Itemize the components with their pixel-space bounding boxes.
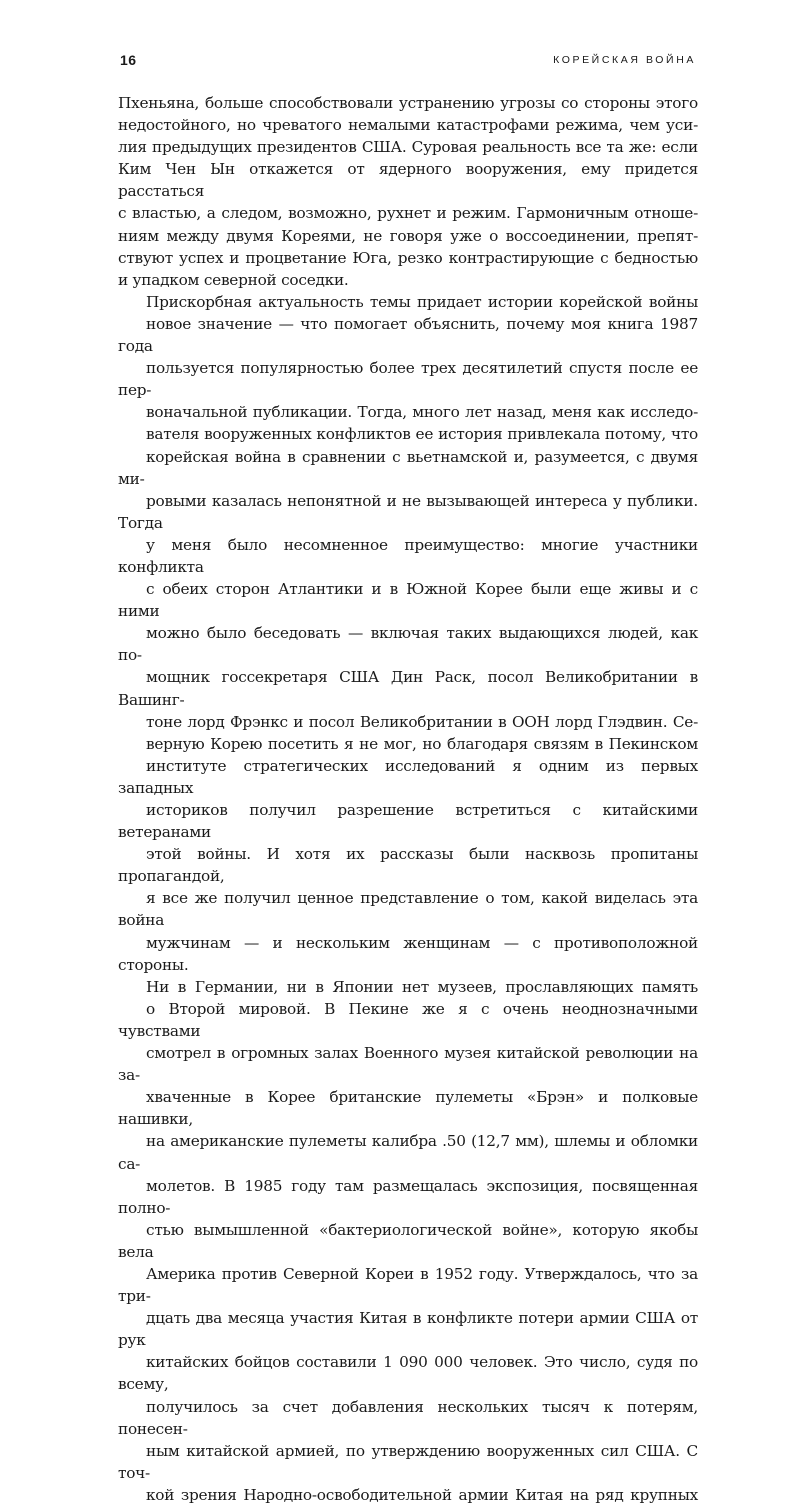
text-line: с властью, а следом, возможно, рухнет и режим. Гармоничным отноше- (118, 204, 698, 223)
text-line: дцать два месяца участия Китая в конфликте потери армии США от рук (118, 1309, 698, 1350)
text-line: историков получил разрешение встретиться с китайскими ветеранами (118, 801, 698, 842)
text-line: Ким Чен Ын откажется от ядерного вооружения, ему придется расстаться (118, 160, 698, 201)
text-line: верную Корею посетить я не мог, но благодаря связям в Пекинском (146, 734, 698, 753)
text-line: Ни в Германии, ни в Японии нет музеев, прославляющих память (146, 977, 698, 996)
text-line: новое значение — что помогает объяснить, почему моя книга 1987 года (118, 314, 698, 356)
text-line: ствуют успех и процветание Юга, резко контрастирующие с бедностью (118, 248, 698, 267)
running-head: КОРЕЙСКАЯ ВОЙНА (553, 54, 696, 66)
text-line: стью вымышленной «бактериологической войне», которую якобы вела (118, 1220, 698, 1261)
body-text (118, 92, 698, 1506)
text-line: этой войны. И хотя их рассказы были насквозь пропитаны пропагандой, (118, 845, 698, 886)
text-line: Прискорбная актуальность темы придает истории корейской войны (146, 292, 698, 311)
text-line: китайских бойцов составили 1 090 000 человек. Это число, судя по всему, (118, 1353, 698, 1394)
text-line: Пхеньяна, больше способствовали устранению угрозы со стороны этого (118, 94, 698, 112)
text-line: у меня было несомненное преимущество: многие участники конфликта (118, 535, 698, 576)
text-line: ровыми казалась непонятной и не вызывающей интереса у публики. Тогда (118, 491, 698, 532)
text-line: и упадком северной соседки. (118, 270, 349, 289)
text-line: пользуется популярностью более трех десятилетий спустя после ее пер- (118, 359, 698, 400)
text-line: корейская война в сравнении с вьетнамской и, разумеется, с двумя ми- (118, 447, 698, 488)
text-line: тоне лорд Фрэнкс и посол Великобритании в ООН лорд Глэдвин. Се- (146, 712, 698, 731)
text-line: с обеих сторон Атлантики и в Южной Корее были еще живы и с ними (118, 580, 698, 621)
paragraph-1 (118, 92, 698, 291)
text-line: смотрел в огромных залах Военного музея китайской революции на за- (118, 1044, 698, 1085)
paragraph-3 (118, 976, 698, 1506)
text-line: на американские пулеметы калибра .50 (12,7 мм), шлемы и обломки са- (118, 1132, 698, 1173)
text-line: воначальной публикации. Тогда, много лет назад, меня как исследо- (146, 403, 698, 422)
text-line: лия предыдущих президентов США. Суровая реальность все та же: если (118, 138, 698, 157)
text-line: я все же получил ценное представление о том, какой виделась эта война (118, 889, 698, 930)
text-line: недостойного, но чреватого немалыми катастрофами режима, чем уси- (118, 116, 698, 135)
text-line: кой зрения Народно-освободительной армии Китая на ряд крупных (146, 1485, 698, 1504)
text-line: хваченные в Корее британские пулеметы «Брэн» и полковые нашивки, (118, 1088, 698, 1129)
text-line: вателя вооруженных конфликтов ее история привлекала потому, что (146, 425, 698, 444)
text-line: ным китайской армией, по утверждению вооруженных сил США. С точ- (118, 1441, 698, 1482)
text-line: о Второй мировой. В Пекине же я с очень неоднозначными чувствами (118, 999, 698, 1040)
text-line: можно было беседовать — включая таких выдающихся людей, как по- (118, 624, 698, 665)
text-line: мощник госсекретаря США Дин Раск, посол Великобритании в Вашинг- (118, 668, 698, 709)
text-line: Америка против Северной Кореи в 1952 году. Утверждалось, что за три- (118, 1264, 698, 1306)
text-line: мужчинам — и нескольким женщинам — с противоположной стороны. (118, 933, 698, 974)
text-line: получилось за счет добавления нескольких тысяч к потерям, понесен- (118, 1397, 698, 1438)
page-number: 16 (120, 52, 137, 68)
text-line: ниям между двумя Кореями, не говоря уже о воссоединении, препят- (118, 226, 698, 245)
paragraph-2 (118, 291, 698, 976)
text-line: институте стратегических исследований я одним из первых западных (118, 756, 698, 797)
text-line: молетов. В 1985 году там размещалась экспозиция, посвященная полно- (118, 1176, 698, 1217)
